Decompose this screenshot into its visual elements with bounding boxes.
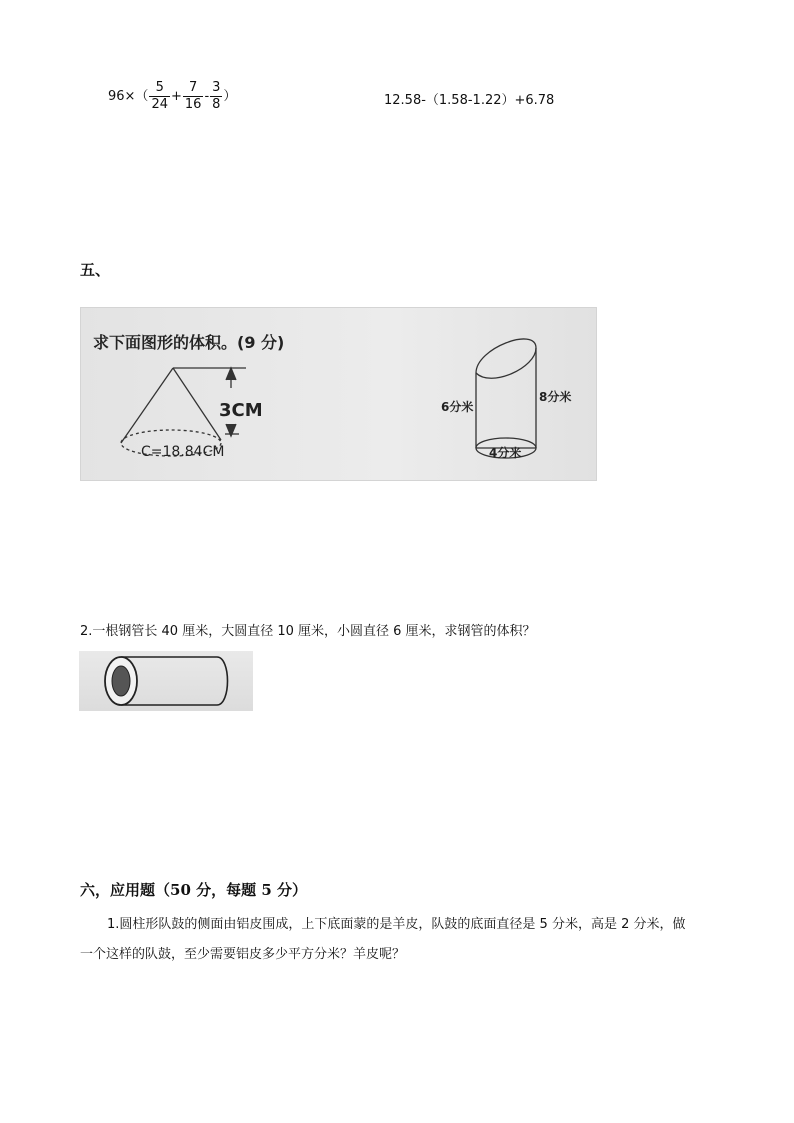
plus-operator: + — [170, 89, 182, 104]
cylinder-diameter-label: 4分米 — [489, 446, 522, 460]
fraction-denominator: 16 — [184, 97, 202, 112]
fraction-numerator: 3 — [212, 80, 221, 95]
fraction-denominator: 24 — [151, 97, 168, 112]
cone-circumference-label: C=18.84CM — [141, 444, 225, 460]
question-steel-pipe: 2.一根钢管长 40 厘米，大圆直径 10 厘米，小圆直径 6 厘米，求钢管的体积？ — [80, 624, 536, 639]
section-five-heading: 五、 — [80, 261, 111, 279]
cone-height-label: 3CM — [219, 400, 263, 421]
problem-fraction-expression — [108, 80, 236, 113]
question-drum-line2: 一个这样的队鼓，至少需要铝皮多少平方分米？羊皮呢？ — [80, 947, 406, 962]
fraction-7-16 — [183, 80, 204, 113]
cylinder-tall-side-label: 8分米 — [539, 390, 572, 404]
steel-pipe-diagram — [79, 651, 253, 711]
section-six-heading: 六，应用题（50 分，每题 5 分） — [80, 881, 307, 899]
cylinder-short-side-label: 6分米 — [441, 400, 474, 414]
fraction-3-8 — [210, 80, 222, 113]
expr-suffix: ） — [223, 89, 237, 104]
volume-figure-photo — [80, 307, 597, 481]
question-drum-line1: 1.圆柱形队鼓的侧面由铝皮围成，上下底面蒙的是羊皮，队鼓的底面直径是 5 分米，高是 2 分米，做 — [107, 917, 686, 932]
steel-pipe-photo — [79, 651, 253, 711]
minus-operator: - — [204, 89, 210, 104]
problem-decimal-expression: 12.58-（1.58-1.22）+6.78 — [384, 93, 555, 108]
fraction-numerator: 7 — [189, 80, 198, 95]
fraction-denominator: 8 — [212, 97, 221, 112]
question-drum — [80, 910, 720, 970]
cylinder-shape — [476, 339, 536, 458]
fraction-5-24 — [149, 80, 170, 113]
fraction-numerator: 5 — [155, 80, 164, 95]
expr-prefix: 96×（ — [108, 89, 149, 104]
figure-title: 求下面图形的体积。(9 分) — [93, 333, 285, 352]
